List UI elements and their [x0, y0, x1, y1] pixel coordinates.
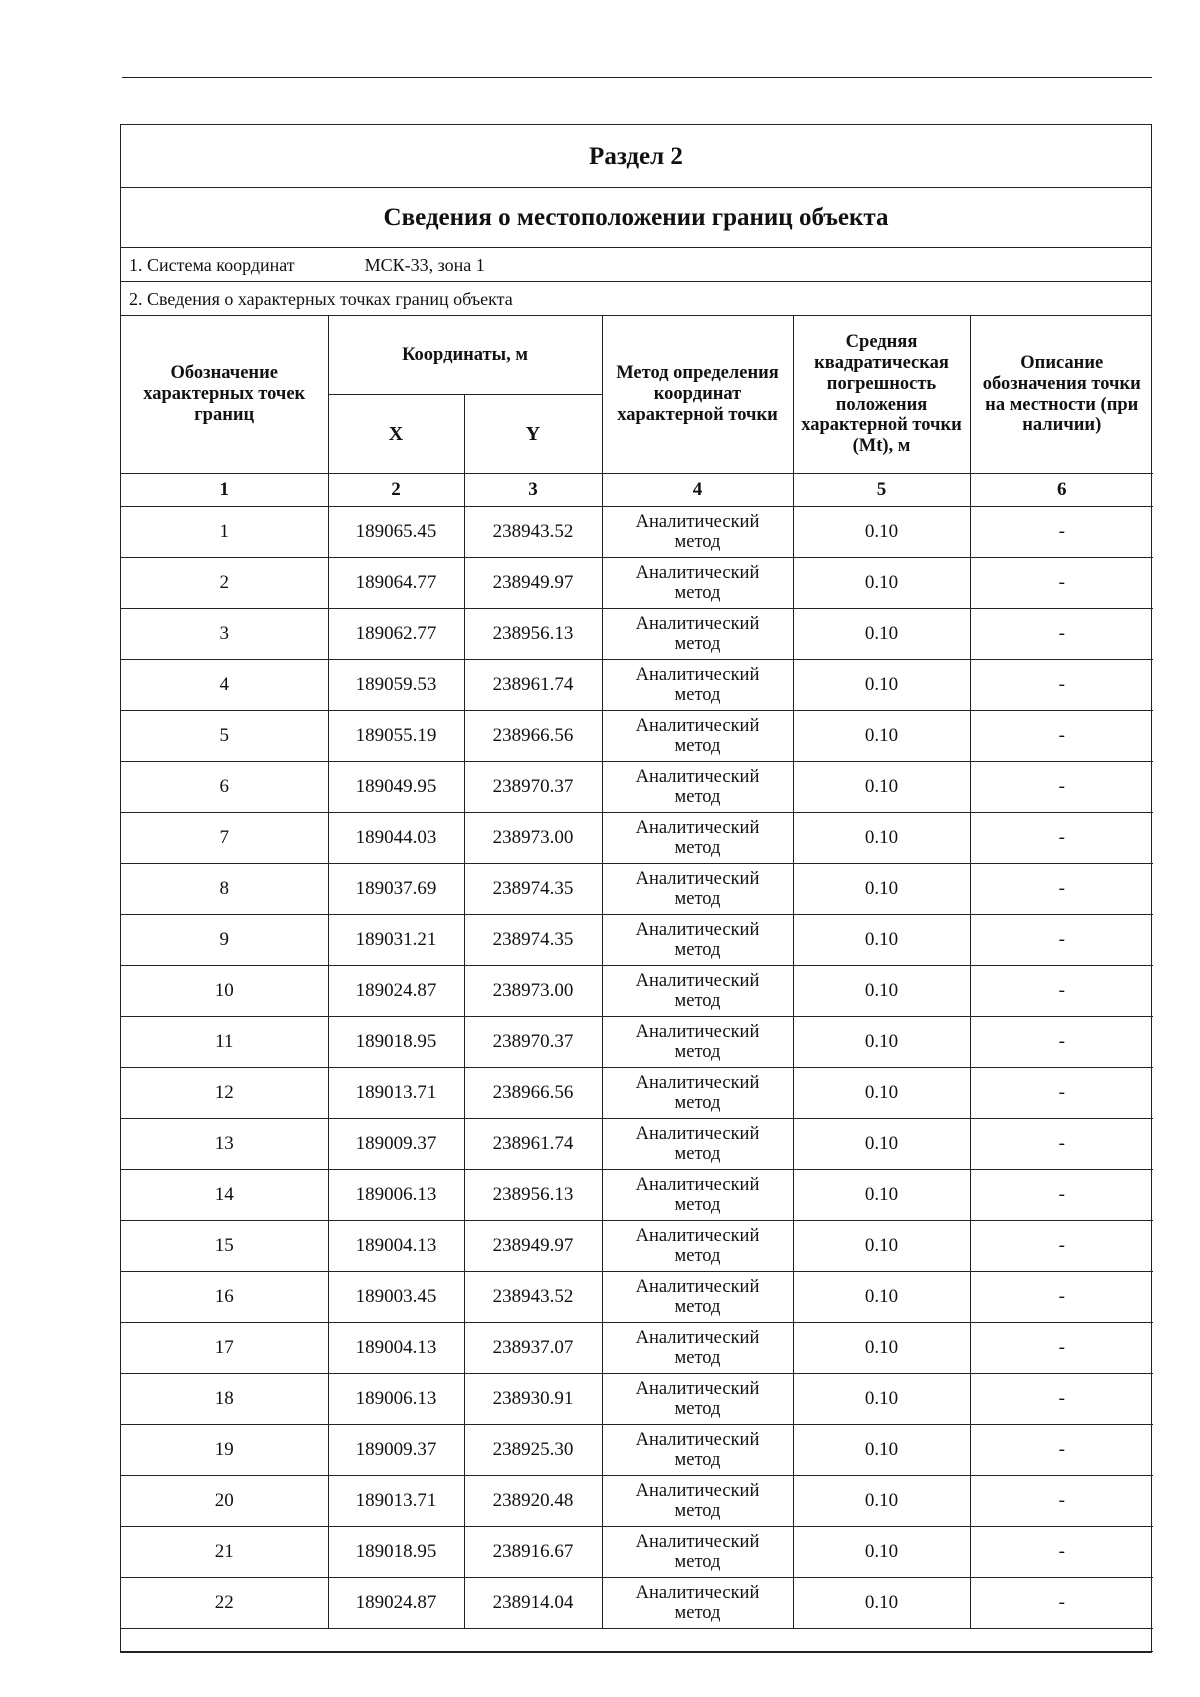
mt-value: 0.10 [793, 558, 970, 609]
mt-value: 0.10 [793, 813, 970, 864]
point-description: - [970, 1017, 1153, 1068]
point-number: 7 [121, 813, 328, 864]
method-cell [602, 711, 793, 762]
point-description: - [970, 864, 1153, 915]
point-number: 15 [121, 1221, 328, 1272]
method-line-2: метод [674, 1246, 721, 1266]
point-description: - [970, 558, 1153, 609]
point-number: 14 [121, 1170, 328, 1221]
coord-y: 238966.56 [464, 1068, 602, 1119]
table-tail-row [121, 1629, 1153, 1652]
point-number: 19 [121, 1425, 328, 1476]
header-y: Y [464, 395, 602, 474]
table-row [121, 1170, 1153, 1221]
method-line-1: Аналитический [635, 766, 760, 787]
method-line-2: метод [674, 583, 721, 603]
method-line-1: Аналитический [635, 613, 760, 634]
point-number: 13 [121, 1119, 328, 1170]
point-number: 6 [121, 762, 328, 813]
point-description: - [970, 762, 1153, 813]
coord-x: 189024.87 [328, 966, 464, 1017]
coord-y: 238949.97 [464, 1221, 602, 1272]
point-number: 5 [121, 711, 328, 762]
method-line-2: метод [674, 838, 721, 858]
method-cell [602, 762, 793, 813]
coord-x: 189059.53 [328, 660, 464, 711]
header-row [121, 316, 1153, 395]
coord-x: 189062.77 [328, 609, 464, 660]
method-cell [602, 1374, 793, 1425]
point-description: - [970, 1323, 1153, 1374]
method-line-2: метод [674, 1144, 721, 1164]
column-number: 1 [121, 474, 328, 507]
method-line-1: Аналитический [635, 1123, 760, 1144]
method-line-2: метод [674, 1501, 721, 1521]
method-line-2: метод [674, 940, 721, 960]
method-line-2: метод [674, 1399, 721, 1419]
method-line-1: Аналитический [635, 1378, 760, 1399]
point-number: 20 [121, 1476, 328, 1527]
method-line-2: метод [674, 634, 721, 654]
table-row [121, 1017, 1153, 1068]
method-cell [602, 1323, 793, 1374]
header-coordinates: Координаты, м [328, 316, 602, 395]
method-cell [602, 660, 793, 711]
method-cell [602, 1068, 793, 1119]
coord-y: 238925.30 [464, 1425, 602, 1476]
point-number: 8 [121, 864, 328, 915]
point-number: 10 [121, 966, 328, 1017]
table-tail-cell [121, 1629, 1153, 1652]
point-number: 12 [121, 1068, 328, 1119]
mt-value: 0.10 [793, 864, 970, 915]
section-title: Раздел 2 [121, 125, 1151, 188]
method-line-1: Аналитический [635, 664, 760, 685]
method-line-1: Аналитический [635, 1327, 760, 1348]
points-heading: 2. Сведения о характерных точках границ объекта [121, 282, 1151, 316]
column-number: 3 [464, 474, 602, 507]
coord-y: 238920.48 [464, 1476, 602, 1527]
coord-x: 189006.13 [328, 1170, 464, 1221]
method-line-1: Аналитический [635, 1174, 760, 1195]
table-row [121, 660, 1153, 711]
mt-value: 0.10 [793, 507, 970, 558]
coord-y: 238943.52 [464, 507, 602, 558]
coord-y: 238961.74 [464, 1119, 602, 1170]
table-row [121, 1425, 1153, 1476]
method-line-2: метод [674, 1042, 721, 1062]
method-line-2: метод [674, 889, 721, 909]
coord-x: 189006.13 [328, 1374, 464, 1425]
method-line-1: Аналитический [635, 1429, 760, 1450]
mt-value: 0.10 [793, 1374, 970, 1425]
point-description: - [970, 1578, 1153, 1629]
coord-system-value: МСК-33, зона 1 [364, 255, 485, 275]
coord-y: 238956.13 [464, 1170, 602, 1221]
method-cell [602, 1272, 793, 1323]
point-description: - [970, 915, 1153, 966]
table-row [121, 1119, 1153, 1170]
point-description: - [970, 813, 1153, 864]
mt-value: 0.10 [793, 1476, 970, 1527]
method-line-1: Аналитический [635, 1021, 760, 1042]
method-cell [602, 558, 793, 609]
coord-y: 238974.35 [464, 864, 602, 915]
coord-x: 189018.95 [328, 1527, 464, 1578]
mt-value: 0.10 [793, 762, 970, 813]
header-error: Средняя квадратическая погрешность положения характерной точки (Mt), м [793, 316, 970, 474]
table-row [121, 762, 1153, 813]
coord-y: 238961.74 [464, 660, 602, 711]
coord-y: 238914.04 [464, 1578, 602, 1629]
table-row [121, 1374, 1153, 1425]
table-row [121, 558, 1153, 609]
mt-value: 0.10 [793, 660, 970, 711]
method-line-2: метод [674, 1450, 721, 1470]
table-row [121, 1221, 1153, 1272]
point-number: 4 [121, 660, 328, 711]
method-line-2: метод [674, 1348, 721, 1368]
method-line-1: Аналитический [635, 511, 760, 532]
table-row [121, 966, 1153, 1017]
method-line-2: метод [674, 532, 721, 552]
coord-system-label: 1. Система координат [129, 255, 295, 275]
mt-value: 0.10 [793, 1068, 970, 1119]
table-row [121, 1272, 1153, 1323]
method-line-1: Аналитический [635, 868, 760, 889]
mt-value: 0.10 [793, 1323, 970, 1374]
method-cell [602, 1221, 793, 1272]
method-line-1: Аналитический [635, 970, 760, 991]
method-cell [602, 1170, 793, 1221]
table-row [121, 1323, 1153, 1374]
table-row [121, 1578, 1153, 1629]
column-number: 4 [602, 474, 793, 507]
mt-value: 0.10 [793, 1221, 970, 1272]
point-description: - [970, 966, 1153, 1017]
points-table [121, 316, 1153, 1652]
table-body [121, 507, 1153, 1629]
method-line-1: Аналитический [635, 562, 760, 583]
coord-y: 238949.97 [464, 558, 602, 609]
method-cell [602, 1578, 793, 1629]
header-method: Метод определения координат характерной точки [602, 316, 793, 474]
table-row [121, 507, 1153, 558]
coord-x: 189018.95 [328, 1017, 464, 1068]
method-cell [602, 1017, 793, 1068]
method-line-2: метод [674, 1195, 721, 1215]
method-line-1: Аналитический [635, 715, 760, 736]
point-description: - [970, 1527, 1153, 1578]
method-line-2: метод [674, 787, 721, 807]
method-cell [602, 1425, 793, 1476]
document-frame [120, 124, 1152, 1653]
method-cell [602, 1527, 793, 1578]
coord-x: 189037.69 [328, 864, 464, 915]
coord-x: 189009.37 [328, 1119, 464, 1170]
coord-x: 189064.77 [328, 558, 464, 609]
column-number: 2 [328, 474, 464, 507]
point-description: - [970, 1068, 1153, 1119]
method-line-1: Аналитический [635, 817, 760, 838]
table-row [121, 813, 1153, 864]
mt-value: 0.10 [793, 1017, 970, 1068]
point-number: 16 [121, 1272, 328, 1323]
method-line-1: Аналитический [635, 1225, 760, 1246]
top-rule [122, 77, 1152, 78]
point-description: - [970, 609, 1153, 660]
coord-x: 189004.13 [328, 1221, 464, 1272]
table-row [121, 864, 1153, 915]
method-line-1: Аналитический [635, 1072, 760, 1093]
point-number: 22 [121, 1578, 328, 1629]
section-subtitle: Сведения о местоположении границ объекта [121, 188, 1151, 248]
coord-x: 189044.03 [328, 813, 464, 864]
point-description: - [970, 1272, 1153, 1323]
point-number: 21 [121, 1527, 328, 1578]
mt-value: 0.10 [793, 1578, 970, 1629]
method-cell [602, 1119, 793, 1170]
point-description: - [970, 507, 1153, 558]
column-numbers-row [121, 474, 1153, 507]
table-row [121, 1068, 1153, 1119]
method-cell [602, 864, 793, 915]
column-number: 6 [970, 474, 1153, 507]
method-line-2: метод [674, 685, 721, 705]
coord-x: 189031.21 [328, 915, 464, 966]
coord-x: 189013.71 [328, 1476, 464, 1527]
point-description: - [970, 1221, 1153, 1272]
method-line-1: Аналитический [635, 1531, 760, 1552]
point-number: 9 [121, 915, 328, 966]
point-number: 18 [121, 1374, 328, 1425]
method-cell [602, 507, 793, 558]
method-line-1: Аналитический [635, 1480, 760, 1501]
mt-value: 0.10 [793, 1272, 970, 1323]
method-line-1: Аналитический [635, 1582, 760, 1603]
mt-value: 0.10 [793, 966, 970, 1017]
coord-x: 189004.13 [328, 1323, 464, 1374]
coord-y: 238937.07 [464, 1323, 602, 1374]
mt-value: 0.10 [793, 1170, 970, 1221]
point-description: - [970, 1425, 1153, 1476]
point-description: - [970, 1374, 1153, 1425]
method-line-1: Аналитический [635, 919, 760, 940]
coord-x: 189065.45 [328, 507, 464, 558]
method-cell [602, 915, 793, 966]
coord-x: 189009.37 [328, 1425, 464, 1476]
coord-x: 189013.71 [328, 1068, 464, 1119]
mt-value: 0.10 [793, 1119, 970, 1170]
mt-value: 0.10 [793, 1425, 970, 1476]
point-description: - [970, 1170, 1153, 1221]
header-description: Описание обозначения точки на местности (при наличии) [970, 316, 1153, 474]
point-description: - [970, 711, 1153, 762]
coord-y: 238966.56 [464, 711, 602, 762]
point-number: 2 [121, 558, 328, 609]
method-line-2: метод [674, 1093, 721, 1113]
method-line-2: метод [674, 736, 721, 756]
column-number: 5 [793, 474, 970, 507]
mt-value: 0.10 [793, 915, 970, 966]
method-line-2: метод [674, 991, 721, 1011]
coord-x: 189003.45 [328, 1272, 464, 1323]
method-line-1: Аналитический [635, 1276, 760, 1297]
coord-y: 238973.00 [464, 813, 602, 864]
point-number: 1 [121, 507, 328, 558]
coord-y: 238956.13 [464, 609, 602, 660]
coord-system-line [121, 248, 1151, 282]
table-row [121, 1476, 1153, 1527]
table-row [121, 711, 1153, 762]
method-cell [602, 609, 793, 660]
mt-value: 0.10 [793, 711, 970, 762]
point-number: 17 [121, 1323, 328, 1374]
method-line-2: метод [674, 1552, 721, 1572]
point-number: 11 [121, 1017, 328, 1068]
point-description: - [970, 660, 1153, 711]
method-cell [602, 813, 793, 864]
point-description: - [970, 1119, 1153, 1170]
method-line-2: метод [674, 1603, 721, 1623]
header-designation: Обозначение характерных точек границ [121, 316, 328, 474]
table-row [121, 915, 1153, 966]
method-cell [602, 966, 793, 1017]
mt-value: 0.10 [793, 1527, 970, 1578]
table-row [121, 1527, 1153, 1578]
table-row [121, 609, 1153, 660]
coord-y: 238974.35 [464, 915, 602, 966]
coord-x: 189049.95 [328, 762, 464, 813]
coord-y: 238970.37 [464, 1017, 602, 1068]
coord-y: 238916.67 [464, 1527, 602, 1578]
coord-y: 238973.00 [464, 966, 602, 1017]
coord-y: 238930.91 [464, 1374, 602, 1425]
point-description: - [970, 1476, 1153, 1527]
method-line-2: метод [674, 1297, 721, 1317]
coord-x: 189055.19 [328, 711, 464, 762]
coord-x: 189024.87 [328, 1578, 464, 1629]
header-x: X [328, 395, 464, 474]
mt-value: 0.10 [793, 609, 970, 660]
point-number: 3 [121, 609, 328, 660]
coord-y: 238970.37 [464, 762, 602, 813]
method-cell [602, 1476, 793, 1527]
coord-y: 238943.52 [464, 1272, 602, 1323]
